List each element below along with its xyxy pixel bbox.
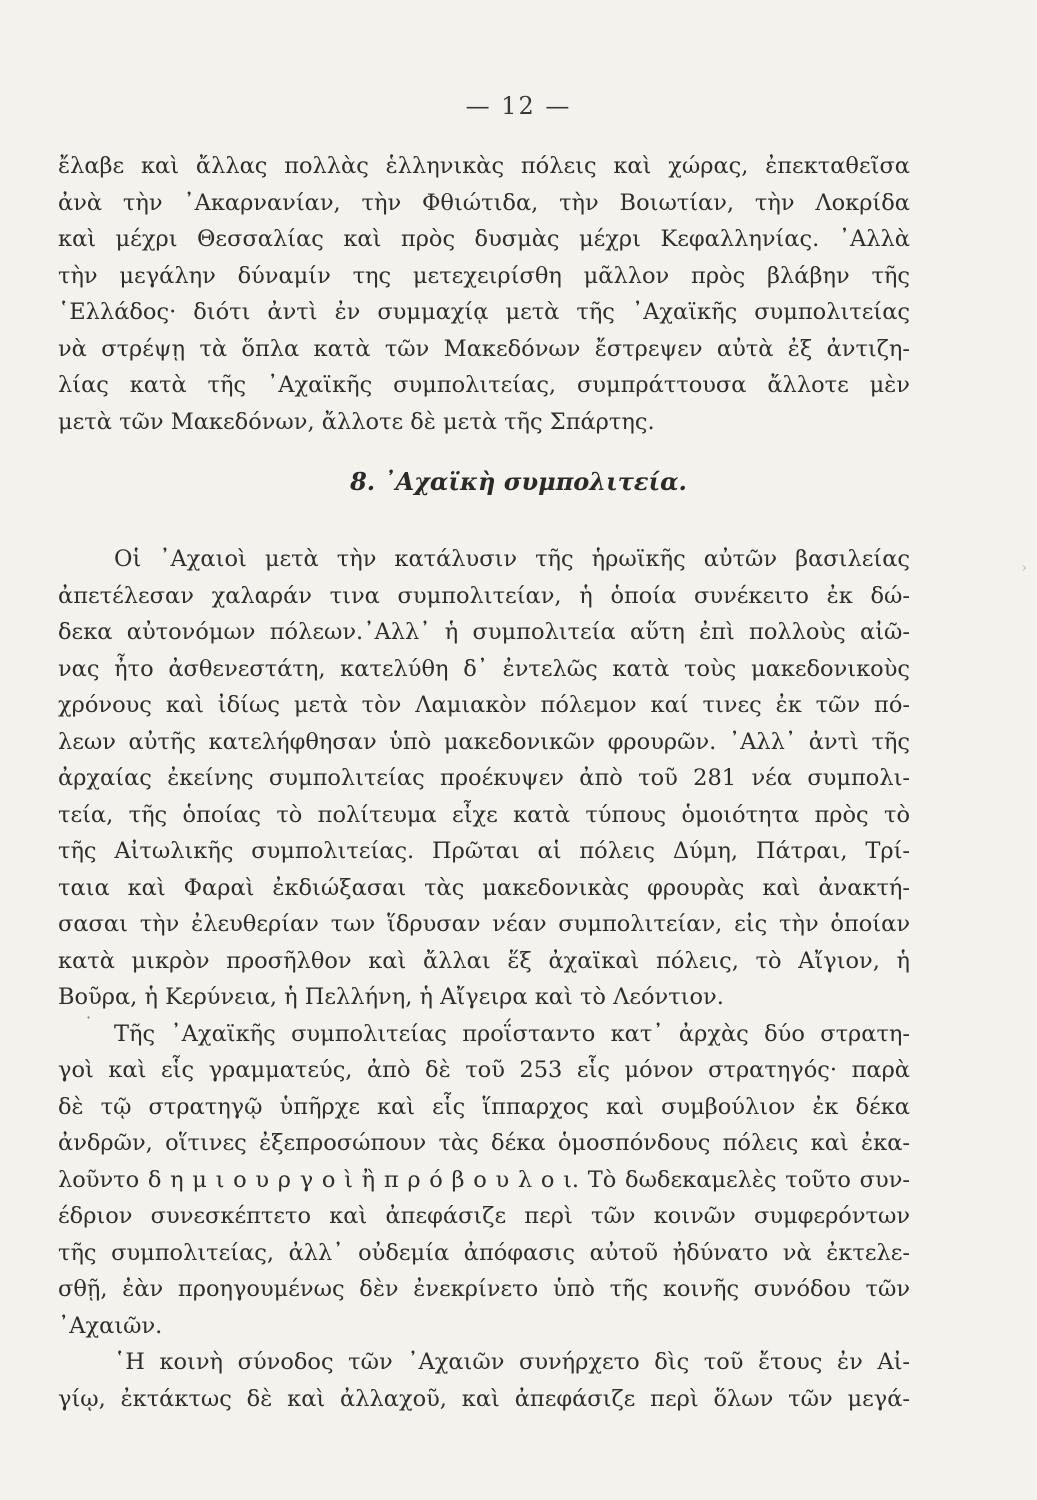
text-line: ἀπετέλεσαν χαλαράν τινα συμπολιτείαν, ἡ ὁποία συνέκειτο ἐκ δώ- [58, 582, 910, 609]
section-heading: 8. ᾿Αχαϊκὴ συμπολιτεία. [350, 467, 687, 496]
text-line: γοὶ καὶ εἷς γραμματεύς, ἀπὸ δὲ τοῦ 253 εἷς μόνον στρατηγός· παρὰ [58, 1057, 910, 1083]
text-line: έδριον συνεσκέπτετο καὶ ἀπεφάσιζε περὶ τῶν κοινῶν συμφερόντων [58, 1203, 910, 1229]
text-line: τῆς συμπολιτείας, ἀλλ᾿ οὐδεμία ἀπόφασις αὐτοῦ ἠδύνατο νὰ ἐκτελε- [58, 1239, 910, 1266]
text-line: τῆς Αἰτωλικῆς συμπολιτείας. Πρῶται αἱ πόλεις Δύμη, Πάτραι, Τρί- [58, 838, 910, 864]
text-line: τεία, τῆς ὁποίας τὸ πολίτευμα εἶχε κατὰ τύπους ὁμοιότητα πρὸς τὸ [58, 801, 910, 828]
text-line: δὲ τῷ στρατηγῷ ὑπῆρχε καὶ εἷς ἵππαρχος καὶ συμβούλιον ἐκ δέκα [58, 1093, 910, 1120]
text-line: σασαι τὴν ἐλευθερίαν των ἵδρυσαν νέαν συμπολιτείαν, εἰς τὴν ὁποίαν [58, 911, 910, 937]
text-line: ῾Η κοινὴ σύνοδος τῶν ᾿Αχαιῶν συνήρχετο δὶς τοῦ ἔτους ἐν Αἰ- [114, 1349, 910, 1375]
text-line: λεων αὐτῆς κατελήφθησαν ὑπὸ μακεδονικῶν φρουρῶν. ᾿Αλλ᾿ ἀντὶ τῆς [58, 728, 910, 755]
text-line: Οἱ ᾿Αχαιοὶ μετὰ τὴν κατάλυσιν τῆς ἡρωϊκῆς αὐτῶν βασιλείας [114, 546, 910, 572]
text-line: σθῇ, ἐὰν προηγουμένως δὲν ἐνεκρίνετο ὑπὸ τῆς κοινῆς συνόδου τῶν [58, 1276, 910, 1302]
text-line: νὰ στρέψῃ τὰ ὅπλα κατὰ τῶν Μακεδόνων ἔστρεψεν αὐτὰ ἐξ ἀντιζη- [58, 335, 910, 362]
text-line: ἀνδρῶν, οἵτινες ἐξεπροσώπουν τὰς δέκα ὁμοσπόνδους πόλεις καὶ ἐκα- [58, 1130, 910, 1156]
text-line: ἀνὰ τὴν ᾿Ακαρνανίαν, τὴν Φθιώτιδα, τὴν Βοιωτίαν, τὴν Λοκρίδα [58, 189, 910, 216]
text-line: ῾Ελλάδος· διότι ἀντὶ ἐν συμμαχίᾳ μετὰ τῆς ᾿Αχαϊκῆς συμπολιτείας [58, 299, 910, 325]
text-line: καὶ μέχρι Θεσσαλίας καὶ πρὸς δυσμὰς μέχρι Κεφαλληνίας. ᾿Αλλὰ [58, 226, 910, 252]
paragraph-group [58, 541, 910, 1417]
bullet-mark: · [86, 1008, 92, 1027]
margin-mark: › [1021, 560, 1027, 576]
text-line: μετὰ τῶν Μακεδόνων, ἄλλοτε δὲ μετὰ τῆς Σπάρτης. [58, 408, 655, 435]
text-line: ᾿Αχαιῶν. [58, 1312, 163, 1339]
page-number: — 12 — [465, 92, 572, 120]
paragraph-1 [58, 148, 910, 440]
text-line: τὴν μεγάλην δύναμίν της μετεχειρίσθη μᾶλλον πρὸς βλάβην τῆς [58, 262, 910, 289]
text-line: λίας κατὰ τῆς ᾿Αχαϊκῆς συμπολιτείας, συμπράττουσα ἄλλοτε μὲν [58, 372, 910, 398]
text-line: χρόνους καὶ ἰδίως μετὰ τὸν Λαμιακὸν πόλεμον καί τινες ἐκ τῶν πό- [58, 692, 910, 718]
text-line: γίῳ, ἐκτάκτως δὲ καὶ ἀλλαχοῦ, καὶ ἀπεφάσιζε περὶ ὅλων τῶν μεγά- [58, 1385, 910, 1412]
text-line: δεκα αὐτονόμων πόλεων.᾿Αλλ᾿ ἡ συμπολιτεία αὕτη ἐπὶ πολλοὺς αἰῶ- [58, 619, 910, 645]
text-line: ἔλαβε καὶ ἄλλας πολλὰς ἑλληνικὰς πόλεις καὶ χώρας, ἐπεκταθεῖσα [58, 153, 910, 179]
text-line: κατὰ μικρὸν προσῆλθον καὶ ἄλλαι ἕξ ἀχαϊκαὶ πόλεις, τὸ Αἴγιον, ἡ [58, 947, 910, 974]
text-line: Τῆς ᾿Αχαϊκῆς συμπολιτείας προΐσταντο κατ᾿ ἀρχὰς δύο στρατη- [114, 1020, 910, 1047]
text-line: νας ἦτο ἀσθενεστάτη, κατελύθη δ᾿ ἐντελῶς κατὰ τοὺς μακεδονικοὺς [58, 655, 910, 682]
text-line: λοῦντο δ η μ ι ο υ ρ γ ο ὶ ἢ π ρ ό β ο υ λ ο ι. Τὸ δωδεκαμελὲς τοῦτο συν- [58, 1166, 910, 1193]
text-line: ἀρχαίας ἐκείνης συμπολιτείας προέκυψεν ἀπὸ τοῦ 281 νέα συμπολι- [58, 765, 910, 791]
text-line: Βοῦρα, ἡ Κερύνεια, ἡ Πελλήνη, ἡ Αἴγειρα καὶ τὸ Λεόντιον. [58, 984, 724, 1010]
text-line: ταια καὶ Φαραὶ ἐκδιώξασαι τὰς μακεδονικὰς φρουρὰς καὶ ἀνακτή- [58, 874, 910, 901]
